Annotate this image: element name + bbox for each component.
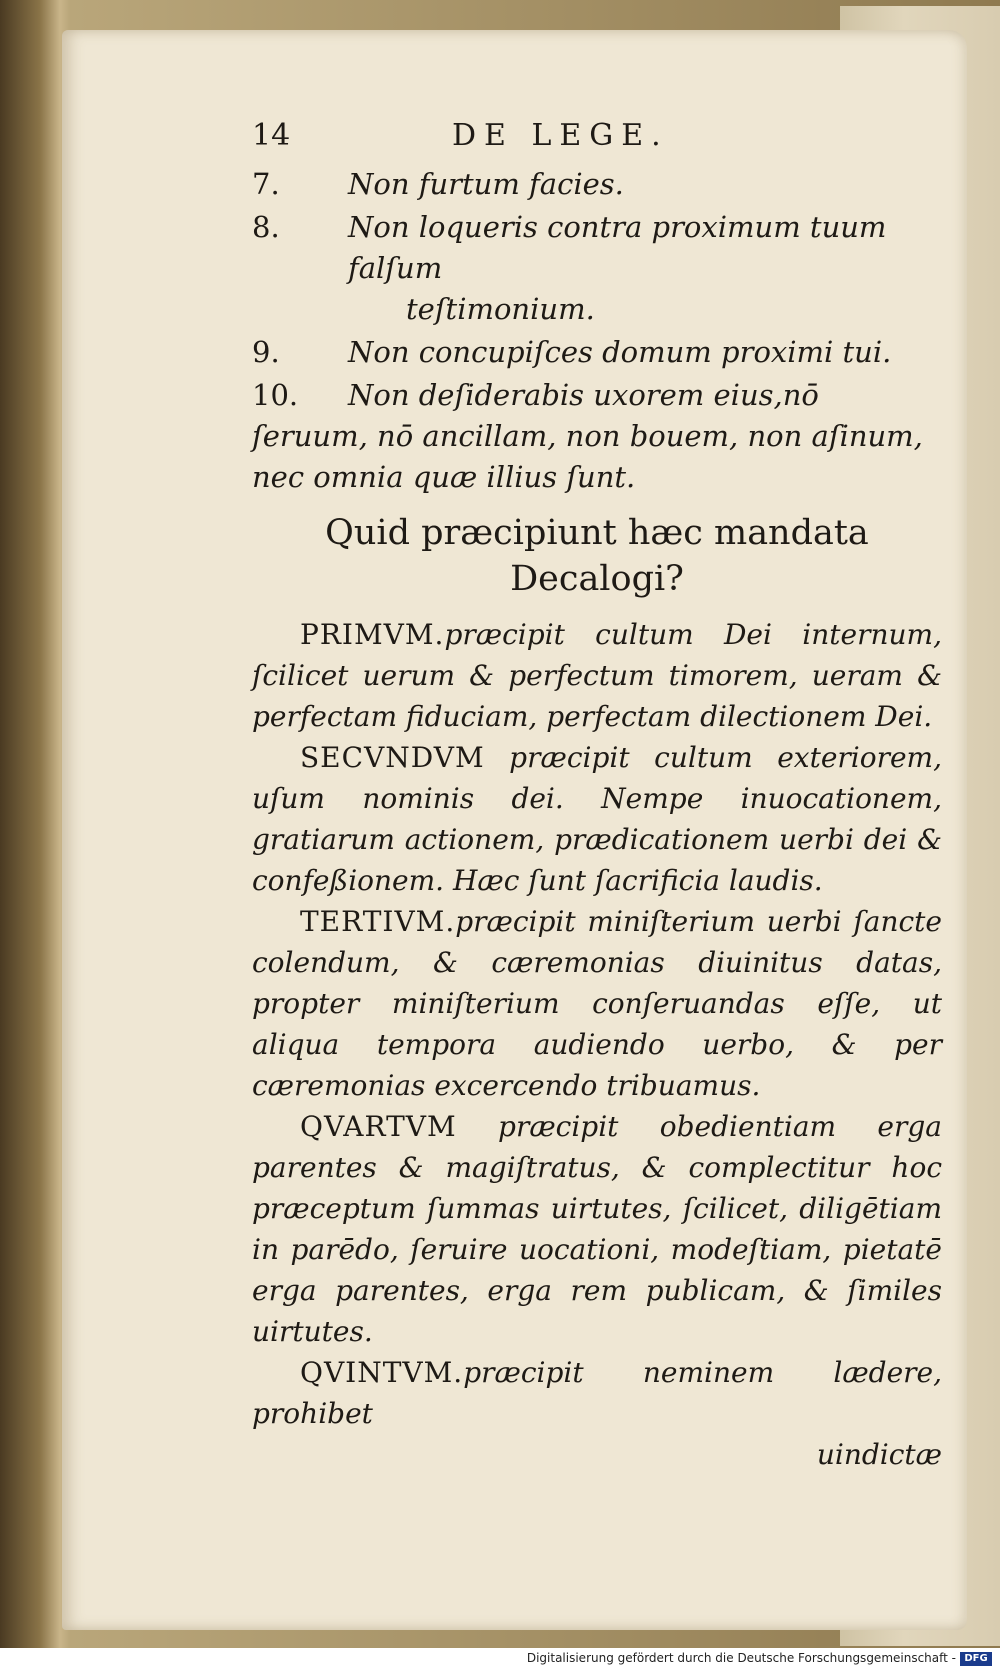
digitization-footer [0,1648,1000,1671]
commandment-text-continued: teſtimonium. [406,292,595,326]
paragraph-text: præcipit miniſterium uerbi ſancte colendum, & cæremonias diuinitus datas, propter miniſterium conſeruandas eſſe, ut aliqua tempora audiendo uerbo, & per cæremonias excercendo tribuamus. [252,905,942,1102]
commandment-number: 8. [252,210,280,244]
paragraph-text: præcipit cultum Dei internum, ſcilicet uerum & perfectum timorem, ueram & perfectam fiduciam, perfectam dilectionem Dei. [252,618,942,733]
paragraph-lead: SECVNDVM [300,741,485,774]
running-title: DE LEGE. [452,118,669,153]
commandment-number: 9. [252,335,280,369]
commandment-10 [252,375,942,498]
page-header [252,112,942,162]
paragraph-text: præcipit cultum exteriorem, uſum nominis dei. Nempe inuocationem, gratiarum actionem, prædicationem uerbi dei & confeßionem. Hæc ſunt ſacrificia laudis. [252,741,942,897]
page-number: 14 [252,118,291,153]
commandment-8 [252,207,942,330]
paragraph-text: præcipit neminem lædere, prohibet [252,1356,942,1430]
commandment-7 [252,164,942,205]
commandment-text: Non concupiſces domum proximi tui. [348,335,892,369]
page-text [252,112,942,1475]
dfg-logo: DFG [960,1652,992,1666]
paragraph-lead: TERTIVM. [300,905,456,938]
paragraph-text: præcipit obedientiam erga parentes & magiſtratus, & complectitur hoc præceptum ſummas uirtutes, ſcilicet, diligētiam in parēdo, ſeruire uocationi, modeſtiam, pietatē erga parentes, erga rem publicam, & ſimiles uirtutes. [252,1110,942,1348]
paragraph-lead: QVINTVM. [300,1356,464,1389]
paragraph-quintum [252,1352,942,1434]
commandment-9 [252,332,942,373]
paragraph-quartum [252,1106,942,1352]
footer-credit: Digitalisierung gefördert durch die Deutsche Forschungsgemeinschaft - [526,1651,956,1665]
paragraph-lead: QVARTVM [300,1110,457,1143]
commandment-text: Non loqueris contra proximum tuum falſum [348,210,887,285]
paragraph-primum [252,614,942,737]
commandment-number: 10. [252,378,299,412]
commandment-number: 7. [252,167,280,201]
commandment-text: Non deſiderabis uxorem eius,nō ſeruum, nō ancillam, non bouem, non aſinum, nec omnia quæ illius ſunt. [252,378,923,494]
commandment-text: Non furtum facies. [348,167,624,201]
paragraph-tertium [252,901,942,1106]
catchword: uindictæ [816,1438,942,1471]
paragraph-lead: PRIMVM. [300,618,445,651]
section-heading: Quid præcipiunt hæc mandata Decalogi? [325,513,869,599]
paragraph-secundum [252,737,942,901]
